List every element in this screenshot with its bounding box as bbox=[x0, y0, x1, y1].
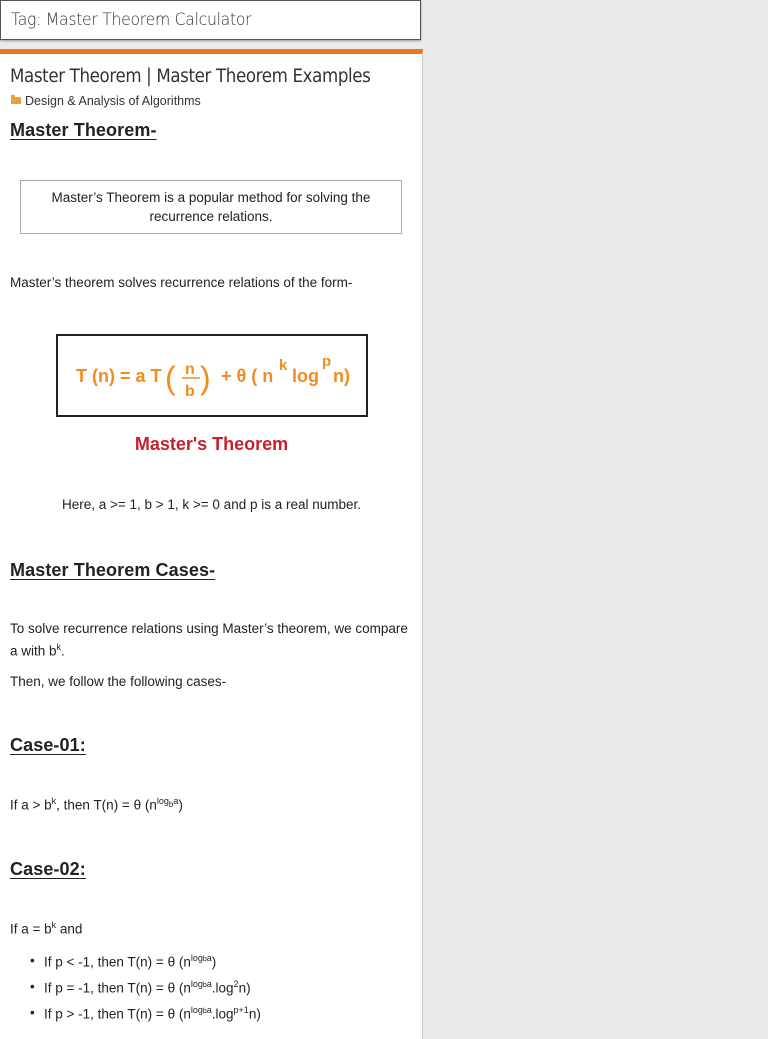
form-intro-text: Master’s theorem solves recurrence relations of the form- bbox=[10, 275, 353, 290]
constraints-text: Here, a >= 1, b > 1, k >= 0 and p is a real number. bbox=[61, 497, 362, 512]
formula-paren-right: ) bbox=[200, 360, 211, 396]
folder-icon bbox=[11, 97, 21, 104]
formula-p: p bbox=[322, 353, 332, 370]
compare-text-1: To solve recurrence relations using Master’s theorem, we compare bbox=[10, 621, 408, 636]
category-link[interactable] bbox=[11, 94, 201, 108]
formula-lhs: T (n) = a T bbox=[76, 366, 162, 386]
list-item: • If p = -1, then T(n) = θ $(n^{logba}.\log^2n)$ bbox=[44, 979, 251, 996]
formula-log: log bbox=[292, 366, 319, 386]
post-card bbox=[0, 49, 423, 1039]
heading-cases: Master Theorem Cases- bbox=[10, 560, 216, 580]
compare-text-2: a with $b^k$. bbox=[10, 642, 65, 659]
formula-image bbox=[56, 334, 368, 417]
post-title-link[interactable]: Master Theorem | Master Theorem Examples bbox=[10, 66, 371, 87]
definition-box: Master’s Theorem is a popular method for solving the recurrence relations. bbox=[20, 180, 402, 234]
heading-master-theorem: Master Theorem- bbox=[10, 120, 157, 140]
tag-title: Tag: Master Theorem Calculator bbox=[11, 10, 252, 30]
heading-case-01: Case-01: bbox=[10, 735, 86, 755]
formula-denominator: b bbox=[185, 383, 195, 400]
formula-caption: Master's Theorem bbox=[134, 434, 289, 454]
formula-k: k bbox=[279, 357, 288, 374]
heading-case-02: Case-02: bbox=[10, 859, 86, 879]
formula-numerator: n bbox=[185, 361, 195, 378]
formula-end: n) bbox=[333, 366, 350, 386]
list-item: • If p < -1, then T(n) = θ $(n^{logba})$ bbox=[44, 953, 216, 970]
list-item: • If p > -1, then T(n) = θ $(n^{logba}.\log^{p+1}n)$ bbox=[44, 1005, 261, 1022]
formula-paren-left: ( bbox=[165, 360, 176, 396]
follow-text: Then, we follow the following cases- bbox=[10, 674, 227, 689]
case2-text: If $a = b^k$ and bbox=[10, 920, 83, 937]
tag-header bbox=[0, 0, 421, 40]
category-label: Design & Analysis of Algorithms bbox=[25, 94, 201, 108]
formula-rhs: + θ ( n bbox=[221, 366, 274, 386]
case1-text: If $a > b^k$, then T(n) = θ $(n^{logba})$ bbox=[10, 796, 183, 813]
formula-svg bbox=[58, 336, 366, 415]
